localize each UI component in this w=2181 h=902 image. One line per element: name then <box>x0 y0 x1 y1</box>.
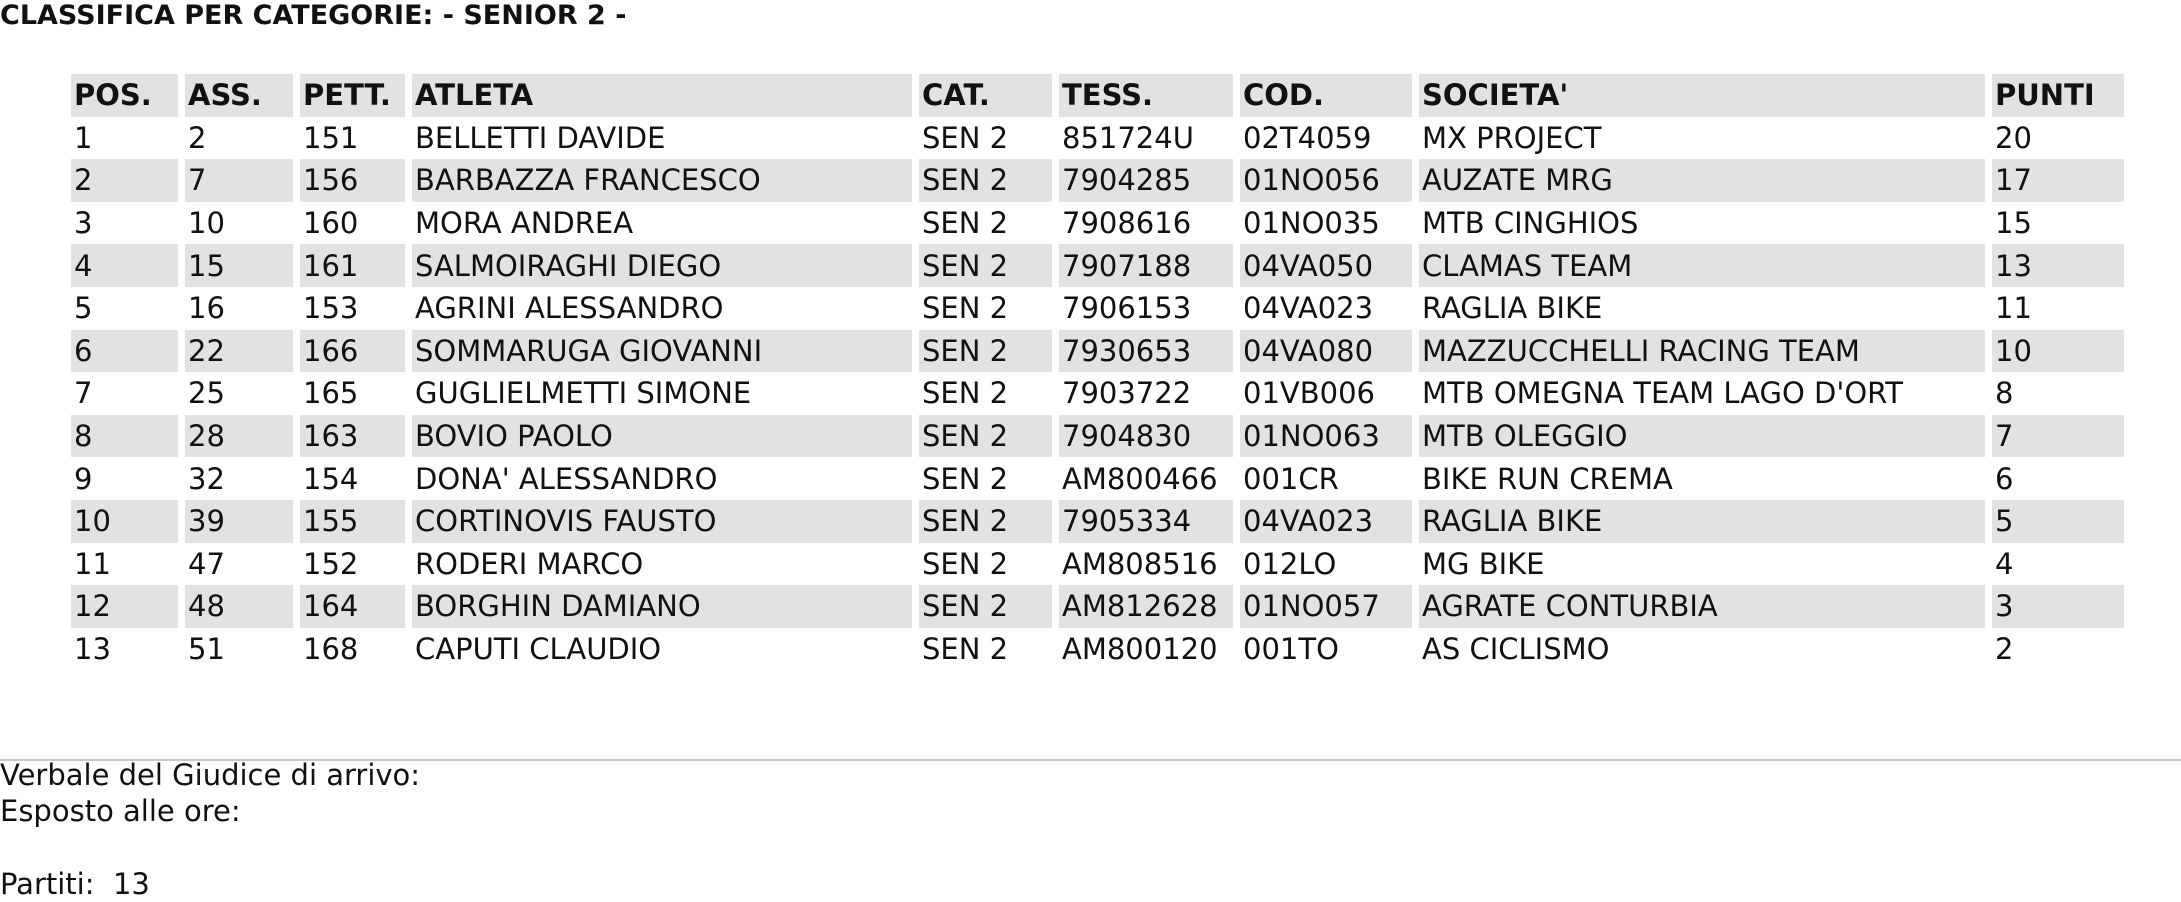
cell-pos: 8 <box>71 415 178 458</box>
cell-pett: 165 <box>303 376 359 411</box>
cell-pos: 3 <box>74 206 93 241</box>
cell-pos: 9 <box>74 461 93 496</box>
cell-tess: 7904830 <box>1059 415 1233 458</box>
cell-tess: AM800120 <box>1062 632 1218 667</box>
cell-pett: 155 <box>300 500 405 543</box>
cell-societa: BIKE RUN CREMA <box>1422 461 1673 496</box>
cell-cat: SEN 2 <box>919 159 1052 202</box>
cell-atleta: CAPUTI CLAUDIO <box>415 632 662 667</box>
cell-atleta: SALMOIRAGHI DIEGO <box>412 244 912 287</box>
cell-punti: 13 <box>1992 244 2124 287</box>
cell-societa: MTB CINGHIOS <box>1422 206 1639 241</box>
cell-pos: 6 <box>71 330 178 373</box>
cell-tess: 7905334 <box>1059 500 1233 543</box>
cell-cod: 04VA080 <box>1240 330 1412 373</box>
table-row <box>71 628 2124 671</box>
cell-punti: 10 <box>1992 330 2124 373</box>
cell-ass: 28 <box>185 415 293 458</box>
cell-pett: 164 <box>300 585 405 628</box>
cell-pett: 151 <box>303 120 359 155</box>
cell-cod: 012LO <box>1243 546 1337 581</box>
header-atleta: ATLETA <box>412 74 912 117</box>
cell-cat: SEN 2 <box>919 415 1052 458</box>
cell-punti: 15 <box>1995 206 2032 241</box>
table-row <box>71 457 2124 500</box>
cell-cod: 001TO <box>1243 632 1339 667</box>
cell-cod: 04VA050 <box>1240 244 1412 287</box>
cell-tess: AM812628 <box>1059 585 1233 628</box>
header-cod: COD. <box>1240 74 1412 117</box>
cell-societa: MTB OMEGNA TEAM LAGO D'ORT <box>1422 376 1903 411</box>
cell-pett: 168 <box>303 632 359 667</box>
cell-cat: SEN 2 <box>919 330 1052 373</box>
cell-pos: 1 <box>74 120 93 155</box>
cell-cod: 01NO035 <box>1243 206 1380 241</box>
cell-atleta: AGRINI ALESSANDRO <box>415 291 724 326</box>
cell-pett: 161 <box>300 244 405 287</box>
cell-cat: SEN 2 <box>919 500 1052 543</box>
ranking-table <box>64 74 2131 670</box>
cell-tess: AM800466 <box>1062 461 1218 496</box>
cell-ass: 10 <box>188 206 225 241</box>
verbale-label: Verbale del Giudice di arrivo: <box>0 758 421 792</box>
cell-cat: SEN 2 <box>919 244 1052 287</box>
cell-atleta: BORGHIN DAMIANO <box>412 585 912 628</box>
cell-cat: SEN 2 <box>922 461 1009 496</box>
cell-ass: 25 <box>188 376 225 411</box>
cell-punti: 3 <box>1992 585 2124 628</box>
cell-pett: 160 <box>303 206 359 241</box>
cell-cat: SEN 2 <box>922 206 1009 241</box>
cell-cod: 01VB006 <box>1243 376 1375 411</box>
page-title: CLASSIFICA PER CATEGORIE: - SENIOR 2 - <box>0 0 627 31</box>
cell-pos: 4 <box>71 244 178 287</box>
cell-pett: 152 <box>303 546 359 581</box>
cell-pos: 12 <box>71 585 178 628</box>
cell-pett: 154 <box>303 461 359 496</box>
cell-tess: AM808516 <box>1062 546 1218 581</box>
table-row <box>71 585 2124 628</box>
table-row <box>71 202 2124 245</box>
cell-pos: 2 <box>71 159 178 202</box>
cell-pos: 10 <box>71 500 178 543</box>
cell-societa: RAGLIA BIKE <box>1422 291 1603 326</box>
header-ass: ASS. <box>185 74 293 117</box>
cell-cod: 04VA023 <box>1240 500 1412 543</box>
table-row <box>71 117 2124 160</box>
table-row <box>71 244 2124 287</box>
cell-societa: MTB OLEGGIO <box>1419 415 1985 458</box>
cell-pos: 11 <box>74 546 111 581</box>
cell-tess: 7903722 <box>1062 376 1192 411</box>
table-row <box>71 159 2124 202</box>
cell-societa: RAGLIA BIKE <box>1419 500 1985 543</box>
cell-pos: 7 <box>74 376 93 411</box>
cell-cat: SEN 2 <box>922 632 1009 667</box>
table-row <box>71 287 2124 330</box>
cell-pett: 163 <box>300 415 405 458</box>
table-row <box>71 330 2124 373</box>
cell-atleta: RODERI MARCO <box>415 546 644 581</box>
cell-punti: 2 <box>1995 632 2014 667</box>
cell-ass: 39 <box>185 500 293 543</box>
partiti-label: Partiti: 13 <box>0 867 150 901</box>
cell-societa: AUZATE MRG <box>1419 159 1985 202</box>
cell-cat: SEN 2 <box>922 546 1009 581</box>
cell-punti: 6 <box>1995 461 2014 496</box>
cell-pos: 13 <box>74 632 111 667</box>
cell-ass: 32 <box>188 461 225 496</box>
cell-ass: 16 <box>188 291 225 326</box>
cell-cod: 001CR <box>1243 461 1339 496</box>
cell-pett: 153 <box>303 291 359 326</box>
cell-ass: 51 <box>188 632 225 667</box>
cell-punti: 5 <box>1992 500 2124 543</box>
cell-cat: SEN 2 <box>922 376 1009 411</box>
cell-ass: 48 <box>185 585 293 628</box>
cell-cod: 04VA023 <box>1243 291 1374 326</box>
header-societa: SOCIETA' <box>1419 74 1985 117</box>
table-row <box>71 372 2124 415</box>
cell-pett: 156 <box>300 159 405 202</box>
cell-tess: 7930653 <box>1059 330 1233 373</box>
cell-punti: 11 <box>1995 291 2032 326</box>
cell-cod: 02T4059 <box>1243 120 1372 155</box>
cell-tess: 7908616 <box>1062 206 1192 241</box>
esposto-label: Esposto alle ore: <box>0 794 241 828</box>
cell-societa: AGRATE CONTURBIA <box>1419 585 1985 628</box>
header-tess: TESS. <box>1059 74 1233 117</box>
cell-atleta: DONA' ALESSANDRO <box>415 461 718 496</box>
cell-cod: 01NO063 <box>1240 415 1412 458</box>
cell-tess: 7906153 <box>1062 291 1192 326</box>
cell-punti: 7 <box>1992 415 2124 458</box>
cell-ass: 22 <box>185 330 293 373</box>
table-row <box>71 543 2124 586</box>
cell-societa: MG BIKE <box>1422 546 1545 581</box>
cell-atleta: BELLETTI DAVIDE <box>415 120 666 155</box>
cell-punti: 4 <box>1995 546 2014 581</box>
cell-punti: 17 <box>1992 159 2124 202</box>
cell-atleta: CORTINOVIS FAUSTO <box>412 500 912 543</box>
cell-atleta: BARBAZZA FRANCESCO <box>412 159 912 202</box>
cell-cod: 01NO057 <box>1240 585 1412 628</box>
cell-punti: 8 <box>1995 376 2014 411</box>
header-punti: PUNTI <box>1992 74 2124 117</box>
cell-pett: 166 <box>300 330 405 373</box>
cell-societa: MAZZUCCHELLI RACING TEAM <box>1419 330 1985 373</box>
table-row <box>71 415 2124 458</box>
cell-ass: 2 <box>188 120 207 155</box>
cell-societa: MX PROJECT <box>1422 120 1602 155</box>
cell-ass: 15 <box>185 244 293 287</box>
cell-tess: 851724U <box>1062 120 1194 155</box>
table-header-row <box>71 74 2124 117</box>
cell-societa: CLAMAS TEAM <box>1419 244 1985 287</box>
cell-punti: 20 <box>1995 120 2032 155</box>
cell-atleta: GUGLIELMETTI SIMONE <box>415 376 752 411</box>
cell-cat: SEN 2 <box>922 120 1009 155</box>
header-cat: CAT. <box>919 74 1052 117</box>
cell-atleta: MORA ANDREA <box>415 206 634 241</box>
cell-pos: 5 <box>74 291 93 326</box>
header-pos: POS. <box>71 74 178 117</box>
cell-atleta: BOVIO PAOLO <box>412 415 912 458</box>
cell-cat: SEN 2 <box>919 585 1052 628</box>
cell-societa: AS CICLISMO <box>1422 632 1610 667</box>
ranking-table-body <box>71 117 2124 671</box>
table-row <box>71 500 2124 543</box>
cell-tess: 7907188 <box>1059 244 1233 287</box>
cell-cod: 01NO056 <box>1240 159 1412 202</box>
header-pett: PETT. <box>300 74 405 117</box>
cell-cat: SEN 2 <box>922 291 1009 326</box>
cell-ass: 47 <box>188 546 225 581</box>
cell-ass: 7 <box>185 159 293 202</box>
cell-atleta: SOMMARUGA GIOVANNI <box>412 330 912 373</box>
cell-tess: 7904285 <box>1059 159 1233 202</box>
